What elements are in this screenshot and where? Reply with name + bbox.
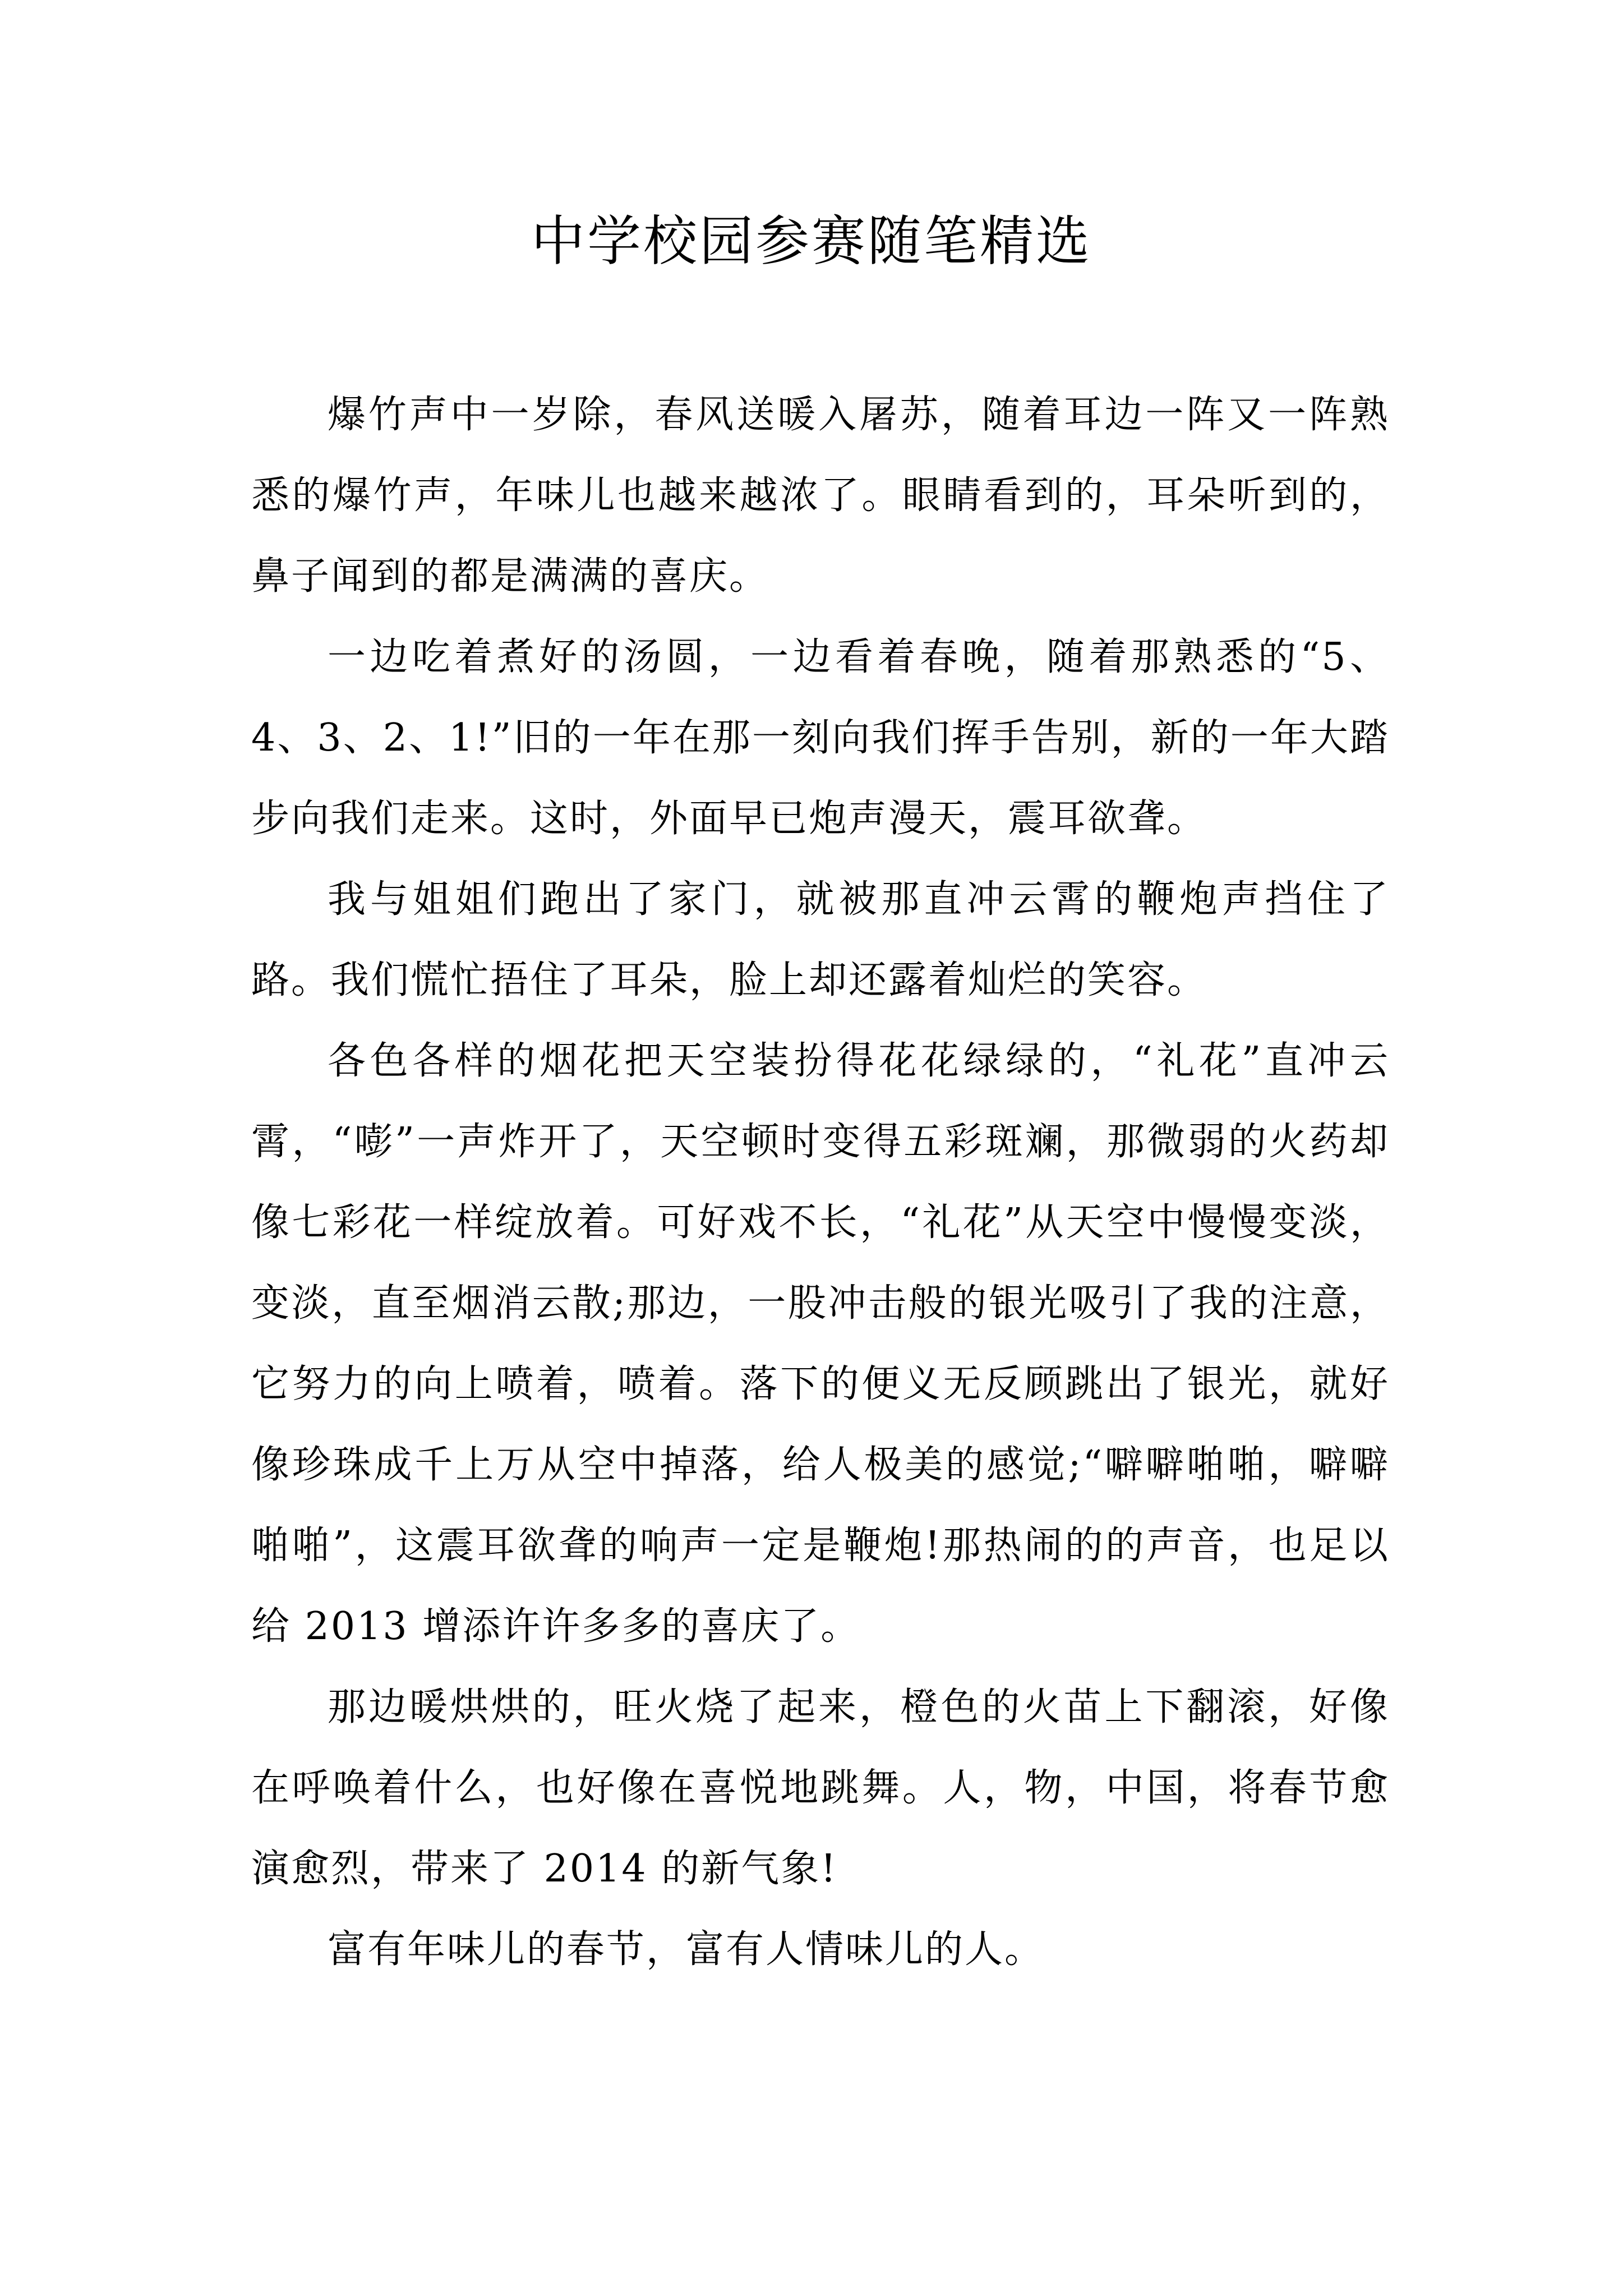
paragraph-4: 各色各样的烟花把天空装扮得花花绿绿的，“礼花”直冲云霄，“嘭”一声炸开了，天空顿时变得五彩斑斓，那微弱的火药却像七彩花一样绽放着。可好戏不长，“礼花”从天空中慢慢变淡，变淡，直至烟消云散;那边，一股冲击般的银光吸引了我的注意，它努力的向上喷着，喷着。落下的便义无反顾跳出了银光，就好像珍珠成千上万从空中掉落，给人极美的感觉;“噼噼啪啪，噼噼啪啪”，这震耳欲聋的响声一定是鞭炮!那热闹的的声音，也足以给 2013 增添许许多多的喜庆了。 bbox=[251, 1039, 1390, 1649]
paragraph-2: 一边吃着煮好的汤圆，一边看着春晚，随着那熟悉的“5、4、3、2、1!”旧的一年在那一刻向我们挥手告别，新的一年大踏步向我们走来。这时，外面早已炮声漫天，震耳欲聋。 bbox=[251, 635, 1390, 841]
paragraph-3: 我与姐姐们跑出了家门，就被那直冲云霄的鞭炮声挡住了路。我们慌忙捂住了耳朵，脸上却还露着灿烂的笑容。 bbox=[251, 877, 1390, 1002]
paragraph-1: 爆竹声中一岁除，春风送暖入屠苏，随着耳边一阵又一阵熟悉的爆竹声，年味儿也越来越浓了。眼睛看到的，耳朵听到的，鼻子闻到的都是满满的喜庆。 bbox=[251, 393, 1390, 599]
paragraph-5: 那边暖烘烘的，旺火烧了起来，橙色的火苗上下翻滚，好像在呼唤着什么，也好像在喜悦地跳舞。人，物，中国，将春节愈演愈烈，带来了 2014 的新气象! bbox=[251, 1685, 1390, 1891]
document-title: 中学校园参赛随笔精选 bbox=[531, 210, 1092, 273]
paragraph-6: 富有年味儿的春节，富有人情味儿的人。 bbox=[328, 1927, 1045, 1972]
document-body bbox=[251, 375, 1390, 1990]
